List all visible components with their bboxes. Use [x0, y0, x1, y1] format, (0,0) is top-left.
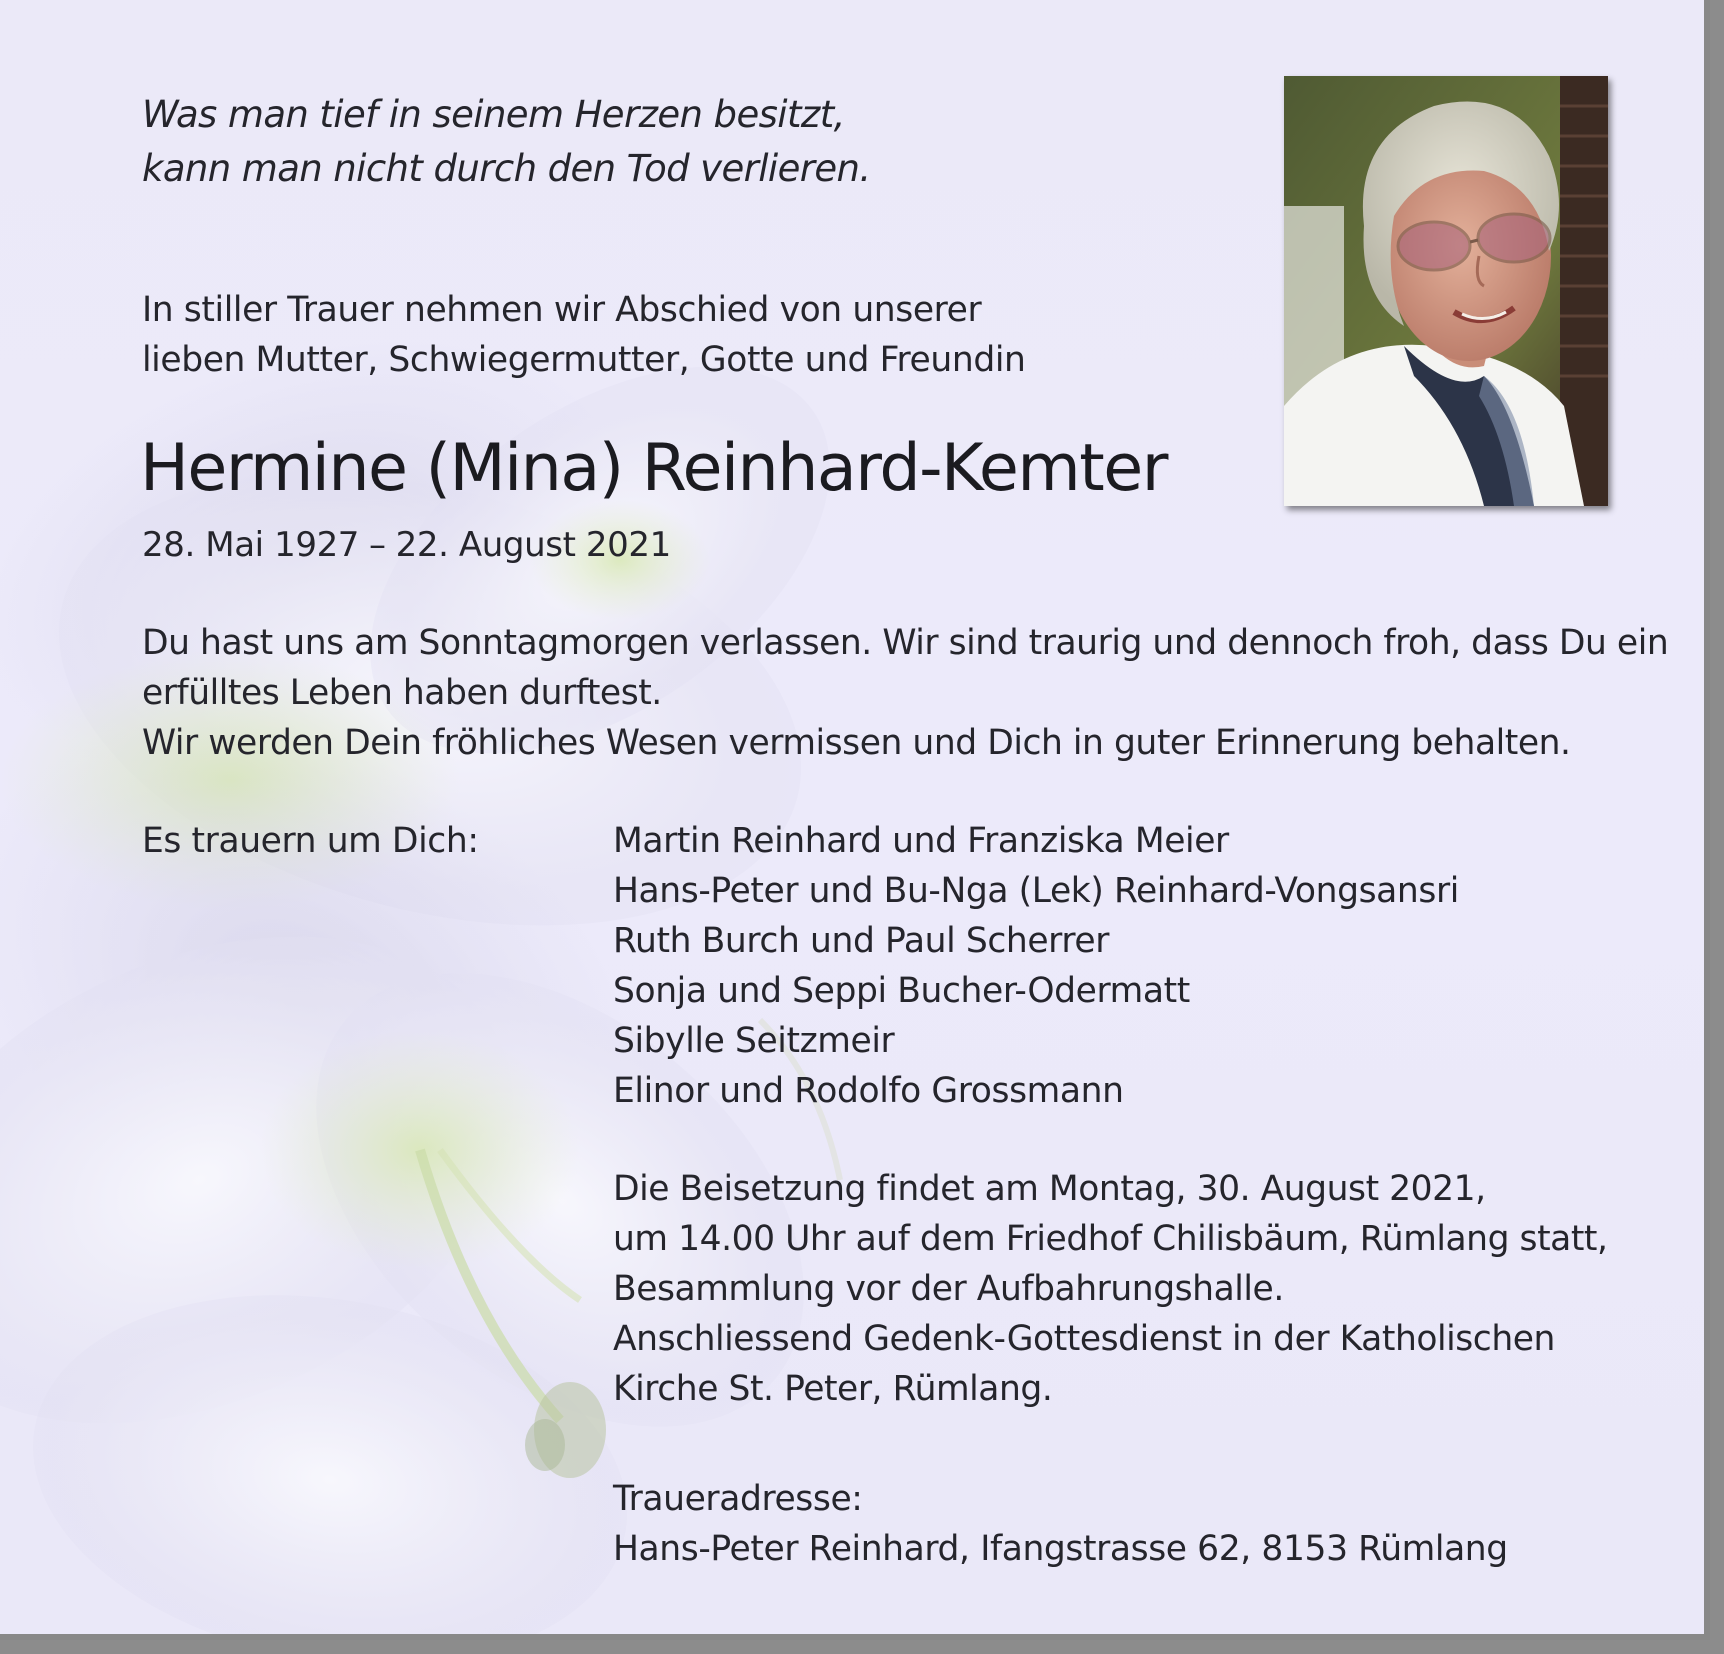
portrait-image	[1284, 76, 1608, 506]
motto-line: kann man nicht durch den Tod verlieren.	[142, 147, 871, 190]
life-dates	[142, 522, 671, 568]
mourner-entry: Elinor und Rodolfo Grossmann	[613, 1071, 1124, 1111]
mourner-entry: Martin Reinhard und Franziska Meier	[613, 821, 1229, 861]
message-paragraph: Wir werden Dein fröhliches Wesen vermissen und Dich in guter Erinnerung behalten.	[142, 723, 1571, 763]
mourners-label: Es trauern um Dich:	[142, 821, 479, 861]
mourner-entry: Sonja und Seppi Bucher-Odermatt	[613, 971, 1190, 1011]
deceased-name: Hermine (Mina) Reinhard-Kemter	[140, 431, 1167, 506]
address-label: Traueradresse:	[613, 1479, 863, 1519]
death-date: 22. August 2021	[395, 525, 671, 565]
burial-info	[613, 1164, 1608, 1414]
burial-line: Anschliessend Gedenk-Gottesdienst in der Katholischen	[613, 1319, 1555, 1359]
message-paragraph: Du hast uns am Sonntagmorgen verlassen. Wir sind traurig und dennoch froh, dass Du ein erfülltes Leben haben durftest.	[142, 623, 1669, 713]
mourner-entry: Ruth Burch und Paul Scherrer	[613, 921, 1109, 961]
intro-text	[142, 285, 1025, 385]
burial-line: Besammlung vor der Aufbahrungshalle.	[613, 1269, 1284, 1309]
farewell-message	[142, 618, 1682, 768]
burial-line: um 14.00 Uhr auf dem Friedhof Chilisbäum, Rümlang statt,	[613, 1219, 1608, 1259]
intro-line: In stiller Trauer nehmen wir Abschied von unserer	[142, 290, 982, 330]
intro-line: lieben Mutter, Schwiegermutter, Gotte und Freundin	[142, 340, 1026, 380]
date-separator: –	[369, 525, 386, 565]
address-value: Hans-Peter Reinhard, Ifangstrasse 62, 8153 Rümlang	[613, 1529, 1508, 1569]
burial-line: Die Beisetzung findet am Montag, 30. August 2021,	[613, 1169, 1486, 1209]
mourning-address	[613, 1474, 1508, 1574]
mourners-list	[613, 816, 1459, 1116]
motto-quote	[142, 88, 871, 196]
birth-date: 28. Mai 1927	[142, 525, 360, 565]
portrait-photo	[1284, 76, 1608, 506]
mourner-entry: Sibylle Seitzmeir	[613, 1021, 895, 1061]
mourner-entry: Hans-Peter und Bu-Nga (Lek) Reinhard-Vongsansri	[613, 871, 1459, 911]
burial-line: Kirche St. Peter, Rümlang.	[613, 1369, 1053, 1409]
motto-line: Was man tief in seinem Herzen besitzt,	[142, 93, 845, 136]
